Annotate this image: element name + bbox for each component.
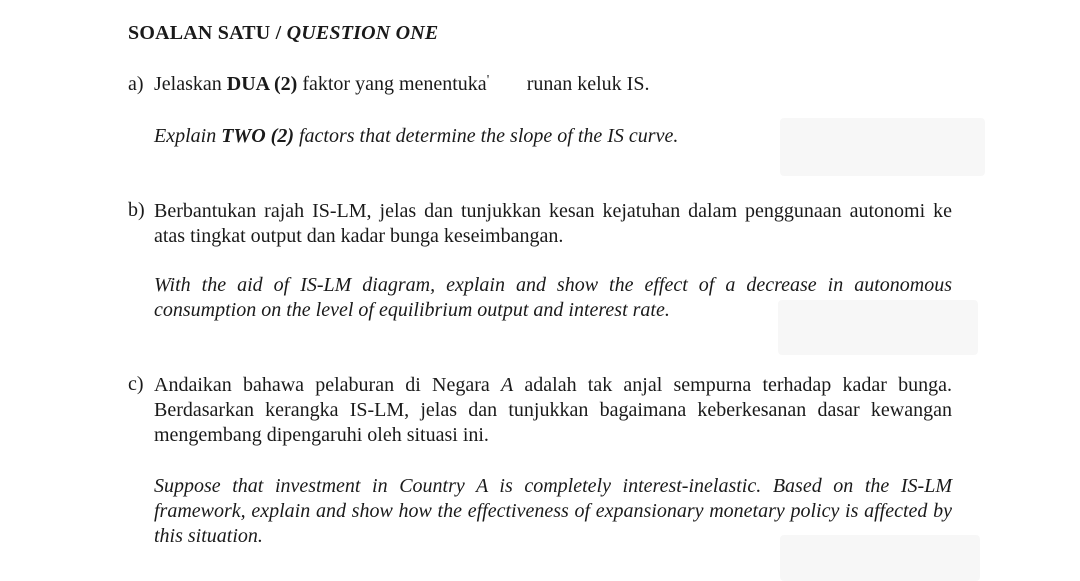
- question-a-english: [154, 124, 952, 149]
- question-a-english-prefix: Explain: [154, 125, 222, 147]
- question-b-malay: Berbantukan rajah IS-LM, jelas dan tunjukkan kesan kejatuhan dalam penggunaan autonomi ke atas tingkat output dan kadar bunga keseimbangan.: [154, 200, 952, 247]
- heading-english: QUESTION ONE: [286, 22, 439, 44]
- question-c-malay-suffix: adalah tak anjal sempurna terhadap kadar bunga. Berdasarkan kerangka IS-LM, jelas dan tunjukkan bagaimana keberkesanan dasar kewangan mengembang dipengaruhi oleh situasi ini.: [154, 374, 952, 446]
- question-c-malay-italic: A: [500, 374, 514, 396]
- question-c-label: c): [128, 373, 144, 395]
- question-b-label: b): [128, 199, 145, 221]
- question-a-malay-mark: ': [486, 73, 490, 88]
- question-a-malay-suffix: runan keluk IS.: [526, 73, 650, 95]
- question-c-malay: [154, 373, 952, 448]
- question-a-malay-bold: DUA (2): [226, 73, 298, 95]
- question-a-malay-mid: faktor yang menentuka: [297, 73, 487, 95]
- heading-malay: SOALAN SATU /: [128, 22, 287, 44]
- question-c-english: Suppose that investment in Country A is completely interest-inelastic. Based on the IS-LM framework, explain and show how the effectiveness of expansionary monetary policy is affected by this situation.: [154, 475, 952, 547]
- question-a-malay-prefix: Jelaskan: [154, 73, 227, 95]
- question-a-english-bold: TWO (2): [221, 125, 294, 147]
- question-a-malay: [154, 73, 649, 96]
- question-b-english: With the aid of IS-LM diagram, explain and show the effect of a decrease in autonomous consumption on the level of equilibrium output and interest rate.: [154, 274, 952, 321]
- question-a-label: a): [128, 73, 144, 95]
- question-a-english-suffix: factors that determine the slope of the IS curve.: [293, 125, 679, 147]
- question-heading: [128, 22, 438, 45]
- question-c-malay-prefix: Andaikan bahawa pelaburan di Negara: [154, 374, 501, 396]
